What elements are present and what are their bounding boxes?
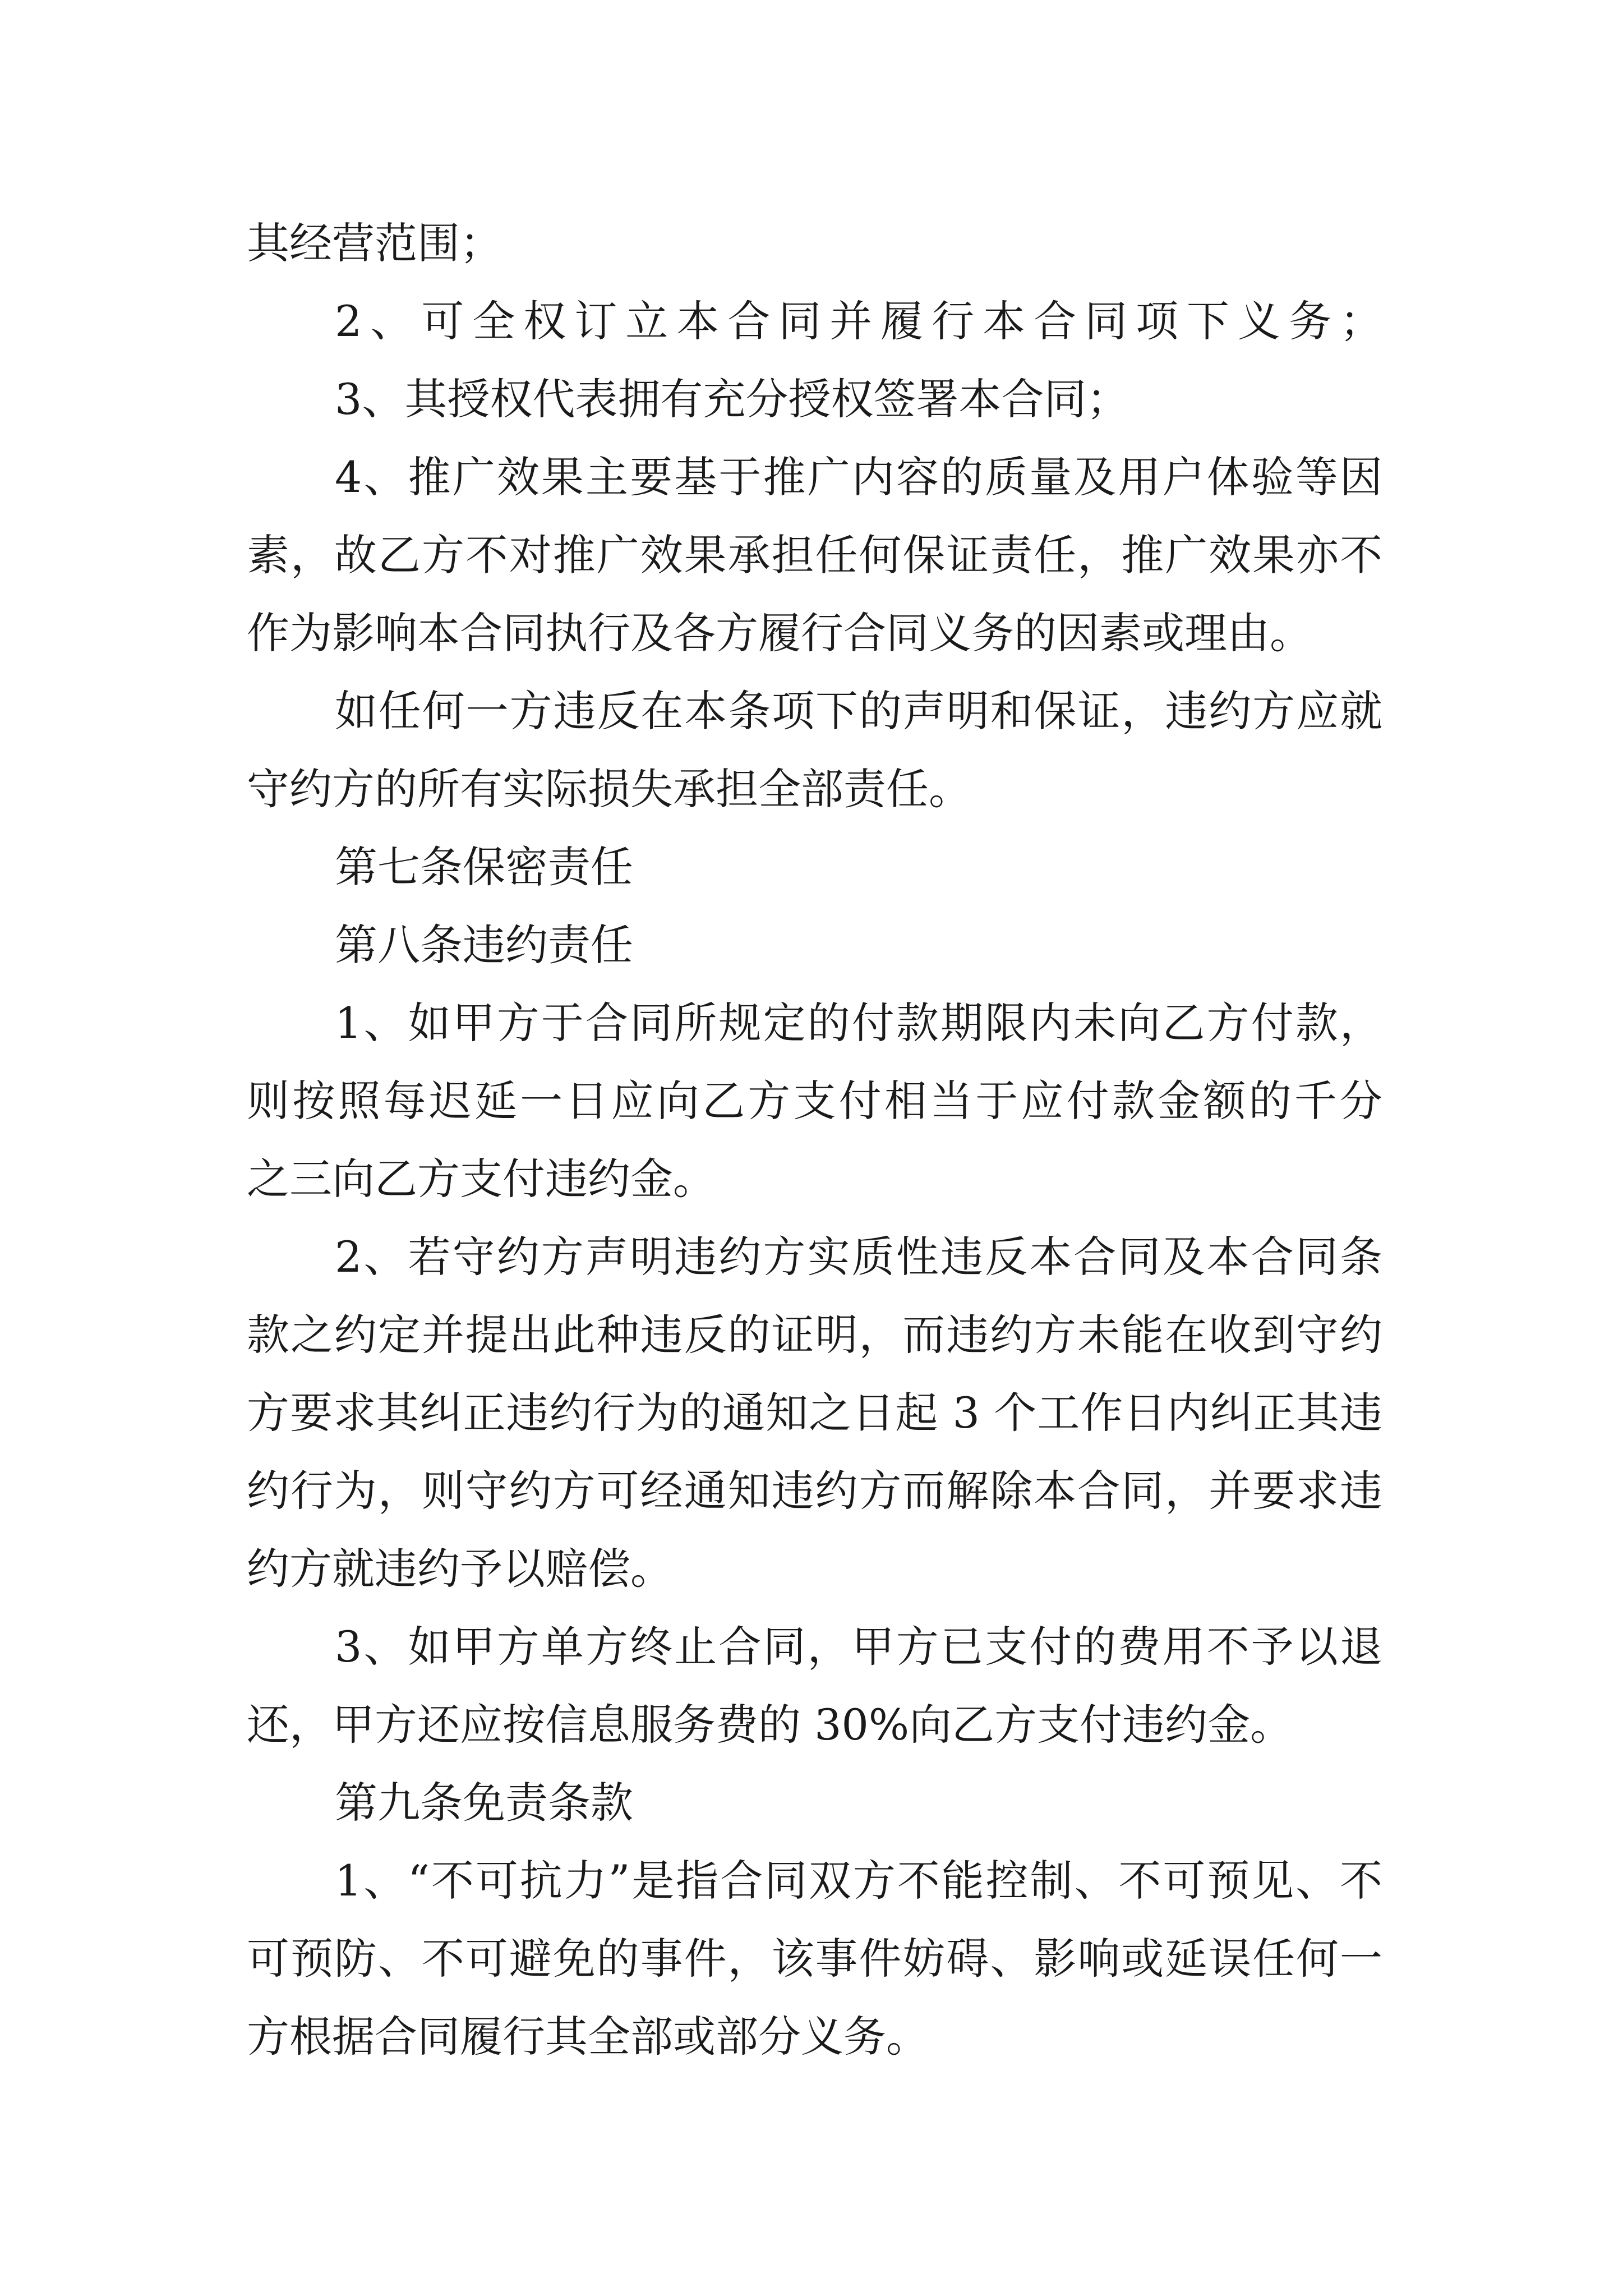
text-line: 其经营范围； [247, 218, 502, 268]
text-line: 守约方的所有实际损失承担全部责任。 [247, 764, 971, 814]
text-line: 如任何一方违反在本条项下的声明和保证，违约方应就 [335, 686, 1382, 736]
text-line: 4、推广效果主要基于推广内容的质量及用户体验等因 [335, 452, 1382, 502]
text-line: 作为影响本合同执行及各方履行合同义务的因素或理由。 [247, 608, 1312, 658]
text-line: 3、其授权代表拥有充分授权签署本合同； [335, 374, 1129, 424]
text-line: 还，甲方还应按信息服务费的 30%向乙方支付违约金。 [247, 1700, 1293, 1750]
text-line: 可预防、不可避免的事件，该事件妨碍、影响或延误任何一 [247, 1934, 1382, 1984]
text-line: 素，故乙方不对推广效果承担任何保证责任，推广效果亦不 [247, 530, 1382, 580]
text-line: 方根据合同履行其全部或部分义务。 [247, 2012, 929, 2062]
section-heading: 第九条免责条款 [335, 1778, 633, 1828]
section-heading: 第八条违约责任 [335, 920, 633, 970]
text-line: 方要求其纠正违约行为的通知之日起 3 个工作日内纠正其违 [247, 1388, 1382, 1438]
text-line: 款之约定并提出此种违反的证明，而违约方未能在收到守约 [247, 1310, 1382, 1360]
text-line: 1、“不可抗力”是指合同双方不能控制、不可预见、不 [335, 1856, 1382, 1906]
text-line: 之三向乙方支付违约金。 [247, 1154, 716, 1204]
text-line: 3、如甲方单方终止合同，甲方已支付的费用不予以退 [335, 1622, 1382, 1672]
text-line: 约方就违约予以赔偿。 [247, 1544, 673, 1594]
section-heading: 第七条保密责任 [335, 842, 633, 892]
text-line: 约行为，则守约方可经通知违约方而解除本合同，并要求违 [247, 1466, 1382, 1516]
text-line: 2、若守约方声明违约方实质性违反本合同及本合同条 [335, 1232, 1382, 1282]
text-line: 2、可全权订立本合同并履行本合同项下义务； [335, 296, 1382, 346]
text-line: 则按照每迟延一日应向乙方支付相当于应付款金额的千分 [247, 1076, 1382, 1126]
text-line: 1、如甲方于合同所规定的付款期限内未向乙方付款， [335, 998, 1382, 1048]
